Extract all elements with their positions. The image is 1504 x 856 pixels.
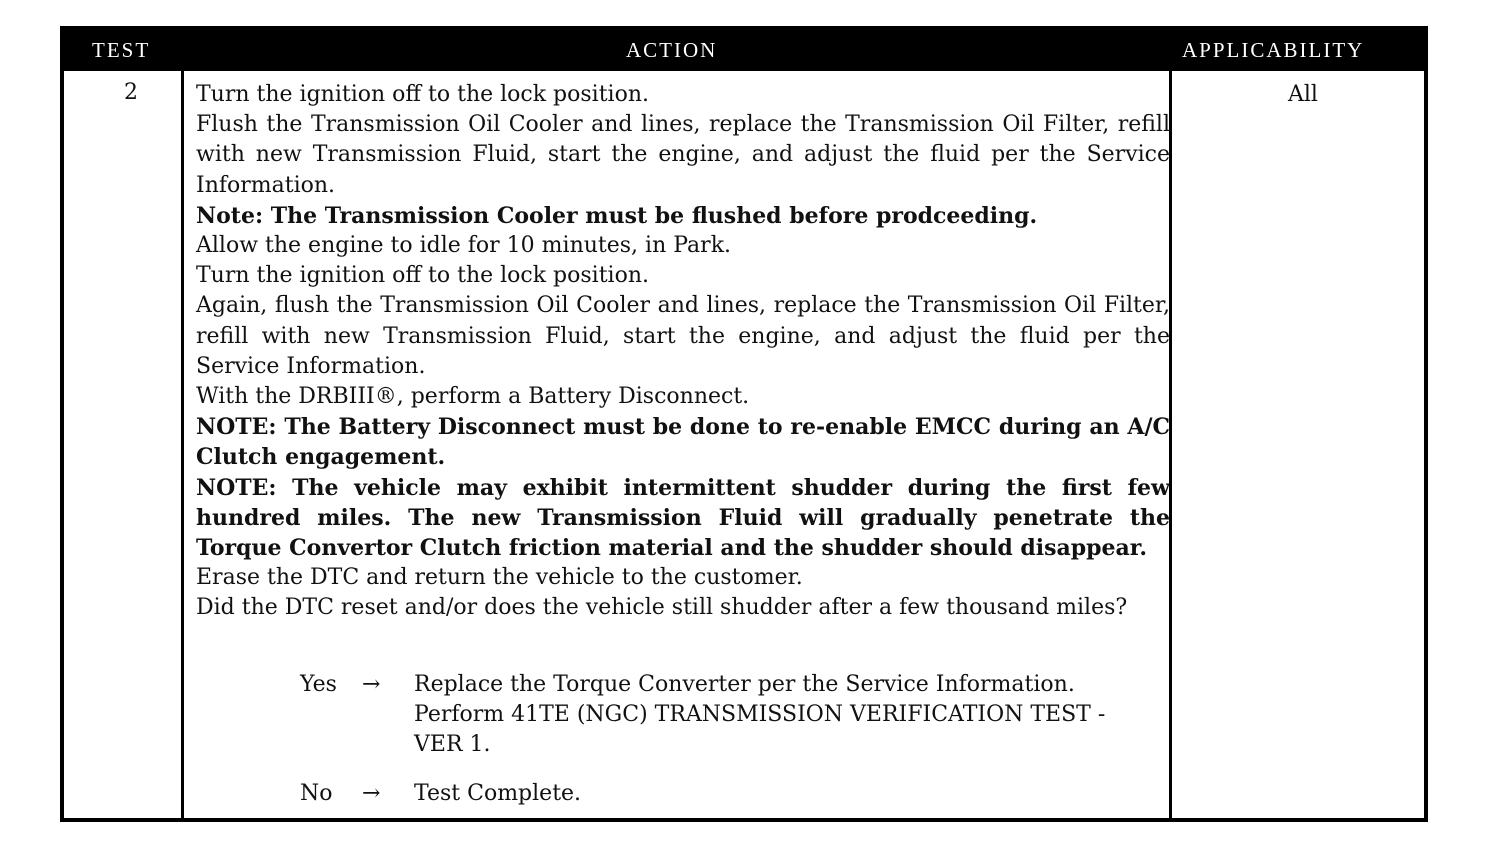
action-line: NOTE: The Battery Disconnect must be done to re-enable EMCC during an A/C Clutch engagement. bbox=[196, 414, 1170, 471]
arrow-icon: → bbox=[362, 672, 381, 697]
action-line: Again, flush the Transmission Oil Cooler and lines, replace the Transmission Oil Filter, refill with new Transmission Fluid, start the engine, and adjust the fluid per the Service Information. bbox=[196, 293, 1170, 379]
action-line: With the DRBIII®, perform a Battery Disconnect. bbox=[196, 384, 750, 410]
action-line: Turn the ignition off to the lock position. bbox=[196, 82, 649, 107]
column-divider bbox=[181, 30, 184, 818]
header-test: TEST bbox=[92, 38, 151, 62]
action-line: Allow the engine to idle for 10 minutes, in Park. bbox=[196, 233, 732, 259]
action-line: Erase the DTC and return the vehicle to the customer. bbox=[196, 565, 803, 591]
action-line: NOTE: The vehicle may exhibit intermittent shudder during the first few hundred miles. The new Transmission Fluid will gradually penetrate the Torque Convertor Clutch friction material and the shudder should disappear. bbox=[196, 474, 1170, 562]
action-line: Note: The Transmission Cooler must be flushed before prodceeding. bbox=[196, 202, 1038, 229]
diagnostic-table bbox=[60, 26, 1428, 822]
action-line: Turn the ignition off to the lock position. bbox=[196, 263, 649, 289]
table-header bbox=[64, 30, 1424, 68]
action-text bbox=[196, 80, 1170, 624]
applicability-value: All bbox=[1288, 82, 1318, 107]
test-number: 2 bbox=[124, 80, 138, 105]
no-text: Test Complete. bbox=[414, 781, 582, 806]
yes-text-2: Perform 41TE (NGC) TRANSMISSION VERIFICATION TEST - bbox=[414, 702, 1106, 727]
header-applicability: APPLICABILITY bbox=[1182, 38, 1365, 62]
yes-text-1: Replace the Torque Converter per the Service Information. bbox=[414, 672, 1075, 697]
yes-label: Yes bbox=[300, 672, 337, 697]
header-divider bbox=[64, 68, 1424, 71]
no-label: No bbox=[300, 781, 333, 806]
header-action: ACTION bbox=[626, 38, 718, 62]
action-line: Did the DTC reset and/or does the vehicle still shudder after a few thousand miles? bbox=[196, 595, 1128, 621]
action-line: Flush the Transmission Oil Cooler and lines, replace the Transmission Oil Filter, refill with new Transmission Fluid, start the engine, and adjust the fluid per the Service Information. bbox=[196, 112, 1170, 198]
yes-text-3: VER 1. bbox=[414, 732, 491, 757]
arrow-icon: → bbox=[362, 781, 381, 806]
